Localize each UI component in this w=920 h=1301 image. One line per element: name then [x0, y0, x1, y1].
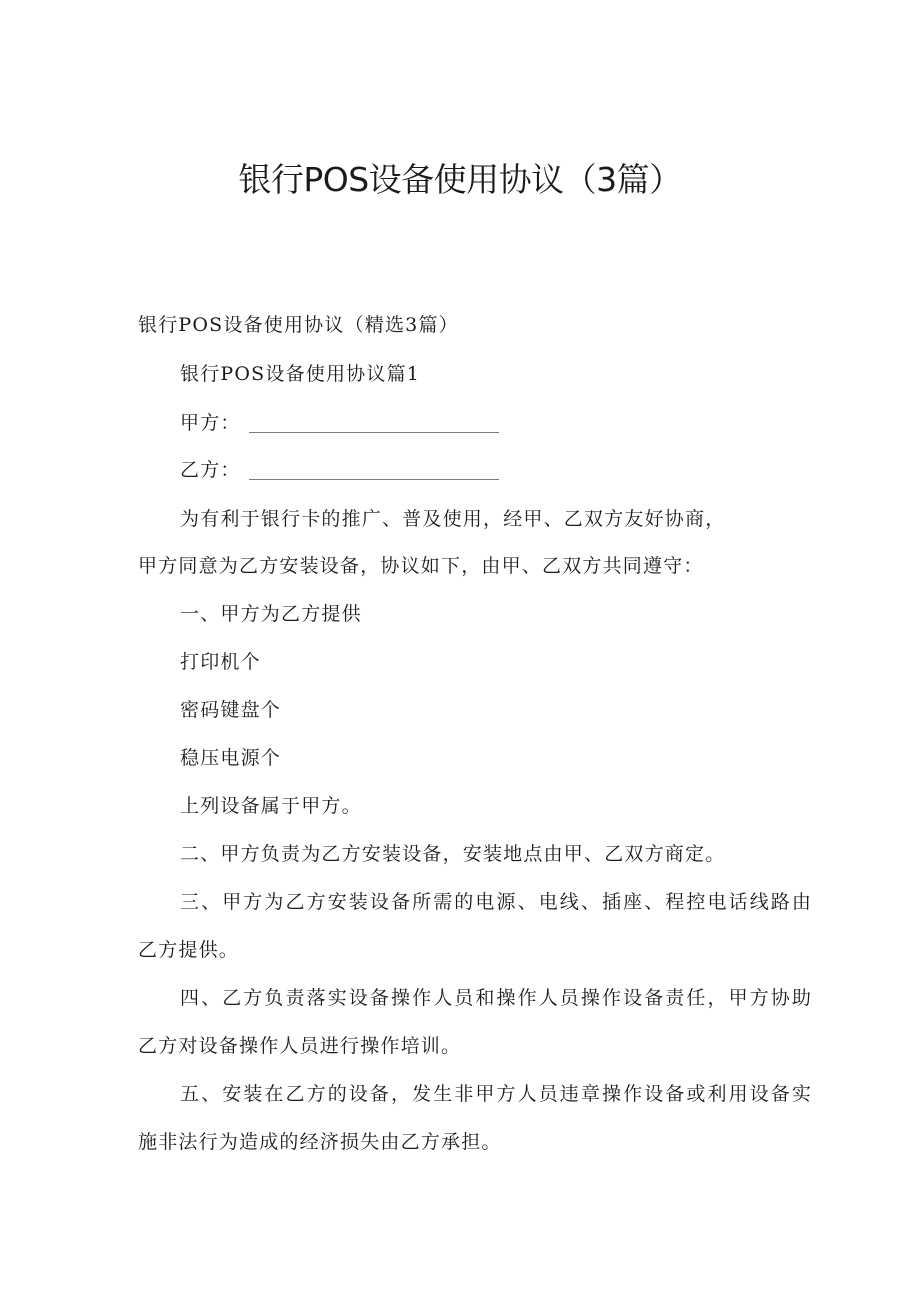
document-subtitle: 银行POS设备使用协议（精选3篇）: [138, 314, 459, 336]
clause-3-line-1: 三、甲方为乙方安装设备所需的电源、电线、插座、程控电话线路由: [180, 891, 814, 913]
item-pinpad: 密码键盘个: [180, 699, 282, 721]
clause-5-line-1: 五、安装在乙方的设备，发生非甲方人员违章操作设备或利用设备实: [180, 1083, 814, 1105]
section-heading: 银行POS设备使用协议篇1: [180, 363, 421, 385]
party-a-blank: [249, 431, 499, 433]
intro-paragraph-line-2: 甲方同意为乙方安装设备，协议如下，由甲、乙双方共同遵守：: [138, 555, 704, 577]
party-a-line: [180, 410, 499, 436]
item-printer: 打印机个: [180, 651, 261, 673]
document-title: 银行POS设备使用协议（3篇）: [238, 160, 682, 199]
clause-2: 二、甲方负责为乙方安装设备，安装地点由甲、乙双方商定。: [180, 843, 726, 865]
clause-1: 一、甲方为乙方提供: [180, 603, 362, 625]
item-power-supply: 稳压电源个: [180, 747, 282, 769]
party-b-blank: [249, 478, 499, 480]
clause-3-line-2: 乙方提供。: [138, 939, 240, 961]
party-a-label: 甲方：: [180, 412, 241, 434]
clause-5-line-2: 施非法行为造成的经济损失由乙方承担。: [138, 1131, 502, 1153]
party-b-line: [180, 457, 499, 483]
clause-4-line-2: 乙方对设备操作人员进行操作培训。: [138, 1035, 462, 1057]
party-b-label: 乙方：: [180, 459, 241, 481]
intro-paragraph-line-1: 为有利于银行卡的推广、普及使用，经甲、乙双方友好协商，: [180, 508, 726, 530]
ownership-statement: 上列设备属于甲方。: [180, 795, 362, 817]
clause-4-line-1: 四、乙方负责落实设备操作人员和操作人员操作设备责任，甲方协助: [180, 987, 814, 1009]
